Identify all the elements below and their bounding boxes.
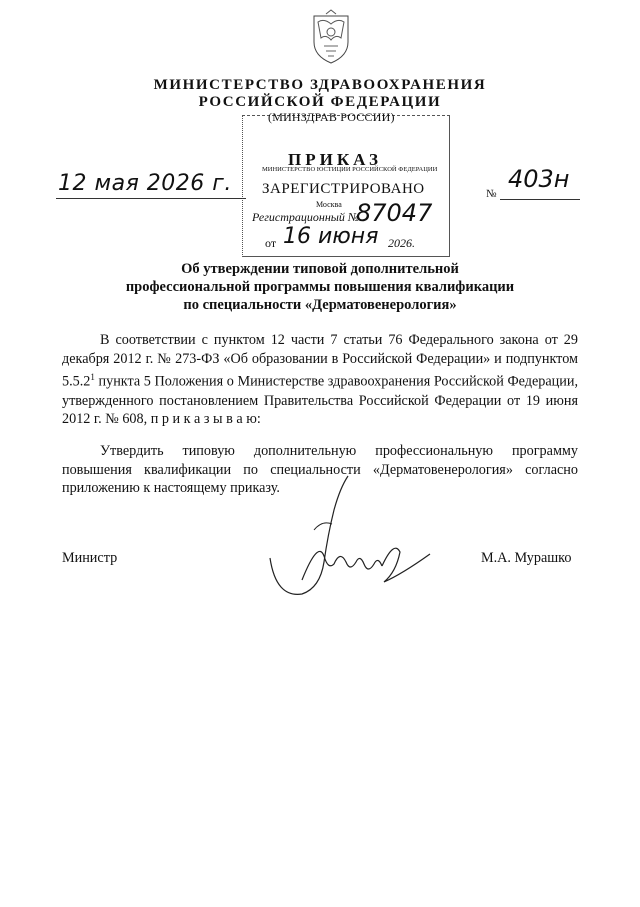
stamp-registered-text: ЗАРЕГИСТРИРОВАНО <box>262 181 425 197</box>
stamp-ministry-name: МИНИСТЕРСТВО ЮСТИЦИИ РОССИЙСКОЙ ФЕДЕРАЦИИ <box>262 166 438 173</box>
date-underline <box>56 198 246 199</box>
order-city: Москва <box>316 200 342 209</box>
ministry-name-line1: МИНИСТЕРСТВО ЗДРАВООХРАНЕНИЯ <box>153 77 487 93</box>
handwritten-signature <box>262 470 442 620</box>
document-title-line2: профессиональной программы повышения квалификации <box>125 279 515 295</box>
order-title: ПРИКАЗ <box>288 150 382 169</box>
stamp-reg-number-label: Регистрационный № <box>252 210 360 224</box>
stamp-year: 2026. <box>388 236 415 250</box>
stamp-date: 16 июня <box>283 224 379 249</box>
preamble-paragraph <box>62 331 578 429</box>
preamble-text-part1: В соответствии с пунктом 12 части 7 статьи 76 Федерального закона от 29 декабря 2012 г. № 273-ФЗ «Об образовании в Российской Федерации» и подпунктом 5.5.2 <box>62 332 578 390</box>
preamble-text-part2: пункта 5 Положения о Министерстве здравоохранения Российской Федерации, утвержденного постановлением Правительства Российской Федерации от 19 июня 2012 г. № 608, п р и к а з ы в а ю: <box>62 373 578 428</box>
stamp-date-label: от <box>265 236 277 250</box>
signer-title: Министр <box>62 550 118 566</box>
order-date: 12 мая 2026 г. <box>58 171 232 196</box>
order-number: 403н <box>508 165 570 193</box>
ministry-name-line2: РОССИЙСКОЙ ФЕДЕРАЦИИ <box>198 94 442 110</box>
order-number-label: № <box>486 188 497 200</box>
number-underline <box>500 199 580 200</box>
coat-of-arms-icon <box>304 8 358 66</box>
stamp-reg-number: 87047 <box>356 199 433 227</box>
footnote-superscript: 1 <box>90 372 95 383</box>
document-title-line1: Об утверждении типовой дополнительной <box>181 261 459 277</box>
operative-text: Утвердить типовую дополнительную профессиональную программу повышения квалификации по специальности «Дерматовенерология» согласно приложению к настоящему приказу. <box>62 443 578 497</box>
signer-name: М.А. Мурашко <box>481 550 572 566</box>
ministry-short-name: (МИНЗДРАВ РОССИИ) <box>268 110 395 124</box>
document-title-line3: по специальности «Дерматовенерология» <box>183 297 457 313</box>
